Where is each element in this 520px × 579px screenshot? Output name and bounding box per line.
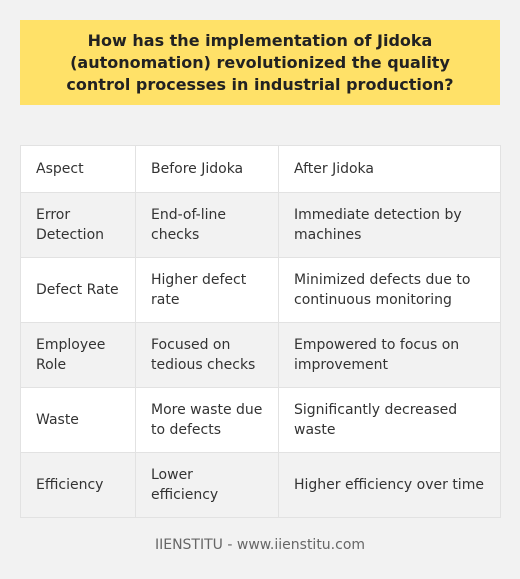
cell-before: More waste due to defects bbox=[136, 388, 279, 453]
question-text: How has the implementation of Jidoka (autonomation) revolutionized the quality control processes in industrial production? bbox=[66, 30, 454, 94]
table-row bbox=[21, 258, 501, 323]
footer-credit: IIENSTITU - www.iienstitu.com bbox=[154, 537, 366, 553]
table-header-row bbox=[21, 146, 501, 193]
header-after-jidoka: After Jidoka bbox=[279, 146, 501, 193]
table-row bbox=[21, 388, 501, 453]
cell-aspect: Error Detection bbox=[21, 193, 136, 258]
cell-after: Higher efficiency over time bbox=[279, 453, 501, 518]
question-banner bbox=[20, 20, 500, 105]
comparison-table bbox=[20, 145, 501, 518]
header-aspect: Aspect bbox=[21, 146, 136, 193]
table-row bbox=[21, 323, 501, 388]
cell-after: Significantly decreased waste bbox=[279, 388, 501, 453]
cell-before: Lower efficiency bbox=[136, 453, 279, 518]
cell-aspect: Efficiency bbox=[21, 453, 136, 518]
cell-before: Higher defect rate bbox=[136, 258, 279, 323]
cell-aspect: Employee Role bbox=[21, 323, 136, 388]
cell-before: Focused on tedious checks bbox=[136, 323, 279, 388]
table-row bbox=[21, 193, 501, 258]
cell-after: Minimized defects due to continuous monitoring bbox=[279, 258, 501, 323]
cell-aspect: Defect Rate bbox=[21, 258, 136, 323]
cell-before: End-of-line checks bbox=[136, 193, 279, 258]
header-before-jidoka: Before Jidoka bbox=[136, 146, 279, 193]
table-row bbox=[21, 453, 501, 518]
cell-after: Immediate detection by machines bbox=[279, 193, 501, 258]
cell-after: Empowered to focus on improvement bbox=[279, 323, 501, 388]
cell-aspect: Waste bbox=[21, 388, 136, 453]
